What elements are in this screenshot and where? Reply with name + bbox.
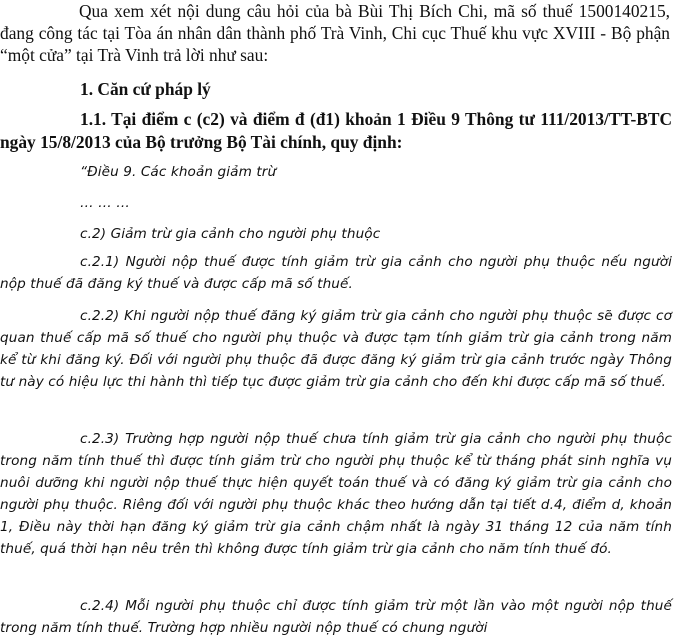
quoted-c24-paragraph: c.2.4) Mỗi người phụ thuộc chỉ được tính giảm trừ một lần vào một người nộp thuế trong năm tính thuế. Trường hợp nhiều người nộp thuế có chung người [0,598,672,636]
quoted-ellipsis: … … … [80,195,130,211]
quoted-c23-paragraph: c.2.3) Trường hợp người nộp thuế chưa tính giảm trừ gia cảnh cho người phụ thuộc trong năm tính thuế thì được tính giảm trừ cho người phụ thuộc kể từ tháng phát sinh nghĩa vụ nuôi dưỡng khi người nộp thuế thực hiện quyết toán thuế và có đăng ký giảm trừ gia cảnh cho người phụ thuộc. Riêng đối với người phụ thuộc khác theo hướng dẫn tại tiết d.4, điểm d, khoản 1, Điều này thời hạn đăng ký giảm trừ gia cảnh chậm nhất là ngày 31 tháng 12 của năm tính thuế, quá thời hạn nêu trên thì không được tính giảm trừ gia cảnh cho năm tính thuế đó. [0,431,672,557]
intro-paragraph: Qua xem xét nội dung câu hỏi của bà Bùi Thị Bích Chi, mã số thuế 1500140215, đang công tác tại Tòa án nhân dân thành phố Trà Vinh, Chi cục Thuế khu vực XVIII - Bộ phận “một cửa” tại Trà Vinh trả lời như sau: [0,1,670,65]
quoted-article-title: “Điều 9. Các khoản giảm trừ [80,164,277,180]
quoted-c22-paragraph: c.2.2) Khi người nộp thuế đăng ký giảm trừ gia cảnh cho người phụ thuộc sẽ được cơ quan thuế cấp mã số thuế cho người phụ thuộc và được tạm tính giảm trừ gia cảnh trong năm kể từ khi đăng ký. Đối với người phụ thuộc đã được đăng ký giảm trừ gia cảnh trước ngày Thông tư này có hiệu lực thi hành thì tiếp tục được giảm trừ gia cảnh cho đến khi được cấp mã số thuế. [0,308,672,390]
section-1-heading: 1. Căn cứ pháp lý [80,79,211,99]
quoted-c21-paragraph: c.2.1) Người nộp thuế được tính giảm trừ gia cảnh cho người phụ thuộc nếu người nộp thuế đã đăng ký thuế và được cấp mã số thuế. [0,254,672,292]
quoted-c2-title: c.2) Giảm trừ gia cảnh cho người phụ thuộc [80,226,381,242]
section-1-1-heading: 1.1. Tại điểm c (c2) và điểm đ (đ1) khoản 1 Điều 9 Thông tư 111/2013/TT-BTC ngày 15/8/2013 của Bộ trưởng Bộ Tài chính, quy định: [0,109,672,152]
